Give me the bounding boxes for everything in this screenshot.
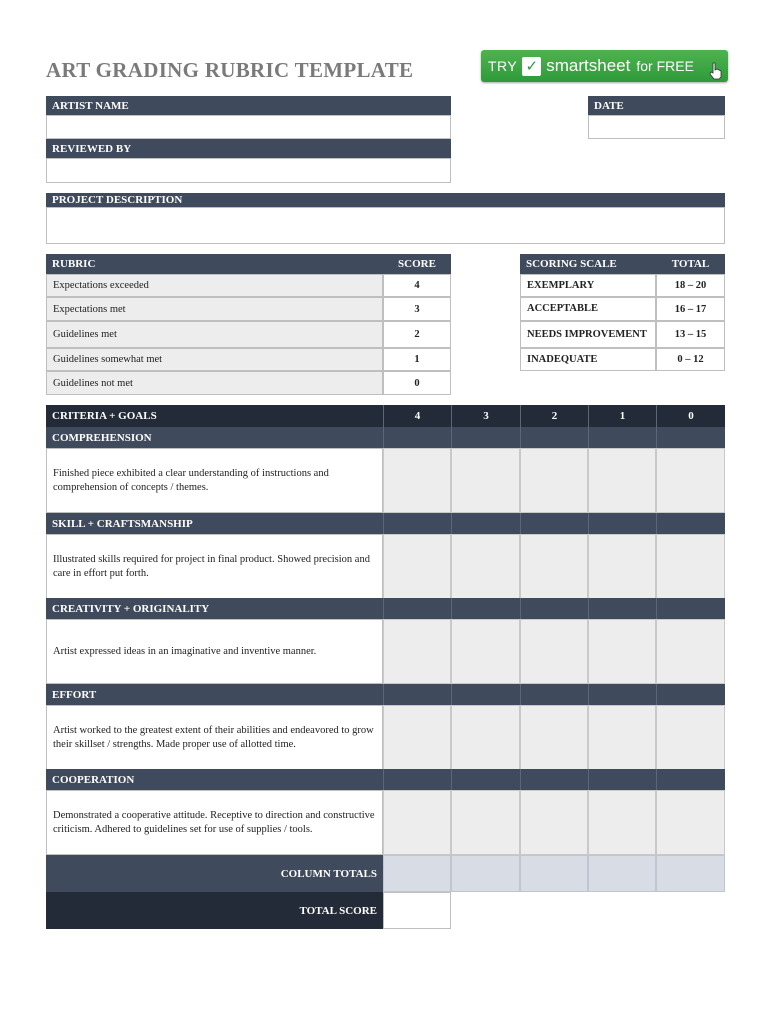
criteria-section-title: COOPERATION <box>46 769 383 790</box>
score-column-3: 3 <box>451 405 520 427</box>
section-header-cell <box>383 513 451 534</box>
score-input-cell[interactable] <box>451 790 520 855</box>
criteria-section-title: COMPREHENSION <box>46 427 383 448</box>
score-column-0: 0 <box>656 405 725 427</box>
column-total-cell <box>383 855 451 892</box>
rubric-row-score: 3 <box>383 297 451 321</box>
cta-brand-label: smartsheet <box>546 56 631 75</box>
scale-row-range: 0 – 12 <box>656 348 725 371</box>
score-input-cell[interactable] <box>383 448 451 513</box>
scale-row-label: ACCEPTABLE <box>520 297 656 321</box>
reviewed-by-field[interactable] <box>46 158 451 183</box>
total-score-label: TOTAL SCORE <box>46 892 383 929</box>
section-header-cell <box>451 769 520 790</box>
score-column-1: 1 <box>588 405 656 427</box>
total-header: TOTAL <box>656 254 725 274</box>
score-input-cell[interactable] <box>588 705 656 770</box>
project-description-field[interactable] <box>46 207 725 244</box>
section-header-cell <box>451 684 520 705</box>
score-input-cell[interactable] <box>656 619 725 684</box>
rubric-row-label: Guidelines met <box>46 321 383 348</box>
section-header-cell <box>383 427 451 448</box>
score-input-cell[interactable] <box>520 448 588 513</box>
rubric-row-score: 2 <box>383 321 451 348</box>
page-title: ART GRADING RUBRIC TEMPLATE <box>46 58 414 82</box>
rubric-row-score: 0 <box>383 371 451 395</box>
section-header-cell <box>520 598 588 619</box>
column-totals-label: COLUMN TOTALS <box>46 855 383 892</box>
score-header: SCORE <box>383 254 451 274</box>
rubric-header: RUBRIC <box>46 254 383 274</box>
section-header-cell <box>656 427 725 448</box>
section-header-cell <box>383 769 451 790</box>
score-input-cell[interactable] <box>451 705 520 770</box>
score-input-cell[interactable] <box>656 790 725 855</box>
section-header-cell <box>520 427 588 448</box>
score-input-cell[interactable] <box>520 705 588 770</box>
cta-free-label: for FREE <box>636 58 694 74</box>
criteria-description: Demonstrated a cooperative attitude. Receptive to direction and constructive criticism. Adhered to guidelines set for use of supplies / tools. <box>46 790 383 855</box>
section-header-cell <box>383 684 451 705</box>
column-total-cell <box>588 855 656 892</box>
score-input-cell[interactable] <box>383 619 451 684</box>
score-input-cell[interactable] <box>656 448 725 513</box>
score-input-cell[interactable] <box>383 705 451 770</box>
score-input-cell[interactable] <box>520 619 588 684</box>
scale-row-label: EXEMPLARY <box>520 274 656 297</box>
scale-row-range: 16 – 17 <box>656 297 725 321</box>
score-input-cell[interactable] <box>383 534 451 599</box>
criteria-description: Artist expressed ideas in an imaginative and inventive manner. <box>46 619 383 684</box>
score-column-2: 2 <box>520 405 588 427</box>
section-header-cell <box>656 684 725 705</box>
scale-row-range: 13 – 15 <box>656 321 725 348</box>
section-header-cell <box>383 598 451 619</box>
score-input-cell[interactable] <box>588 534 656 599</box>
artist-name-field[interactable] <box>46 115 451 139</box>
section-header-cell <box>451 598 520 619</box>
artist-name-header: ARTIST NAME <box>46 96 451 115</box>
section-header-cell <box>588 427 656 448</box>
rubric-row-label: Guidelines somewhat met <box>46 348 383 371</box>
section-header-cell <box>451 513 520 534</box>
checkmark-icon: ✓ <box>522 57 541 76</box>
total-score-field[interactable] <box>383 892 451 929</box>
score-input-cell[interactable] <box>383 790 451 855</box>
score-input-cell[interactable] <box>588 790 656 855</box>
rubric-row-label: Expectations exceeded <box>46 274 383 297</box>
section-header-cell <box>451 427 520 448</box>
column-total-cell <box>451 855 520 892</box>
criteria-section-title: CREATIVITY + ORIGINALITY <box>46 598 383 619</box>
section-header-cell <box>520 513 588 534</box>
rubric-row-label: Expectations met <box>46 297 383 321</box>
section-header-cell <box>656 769 725 790</box>
criteria-section-title: EFFORT <box>46 684 383 705</box>
score-input-cell[interactable] <box>451 534 520 599</box>
scale-row-range: 18 – 20 <box>656 274 725 297</box>
criteria-description: Finished piece exhibited a clear understanding of instructions and comprehension of concepts / themes. <box>46 448 383 513</box>
date-field[interactable] <box>588 115 725 139</box>
section-header-cell <box>588 513 656 534</box>
section-header-cell <box>588 684 656 705</box>
column-total-cell <box>656 855 725 892</box>
score-input-cell[interactable] <box>520 790 588 855</box>
score-input-cell[interactable] <box>588 619 656 684</box>
criteria-description: Illustrated skills required for project in final product. Showed precision and care in effort put forth. <box>46 534 383 599</box>
score-input-cell[interactable] <box>656 534 725 599</box>
score-input-cell[interactable] <box>451 619 520 684</box>
date-header: DATE <box>588 96 725 115</box>
scoring-scale-header: SCORING SCALE <box>520 254 656 274</box>
score-input-cell[interactable] <box>656 705 725 770</box>
reviewed-by-header: REVIEWED BY <box>46 139 451 158</box>
criteria-header: CRITERIA + GOALS <box>46 405 383 427</box>
hand-cursor-icon <box>709 62 722 80</box>
section-header-cell <box>656 598 725 619</box>
score-input-cell[interactable] <box>451 448 520 513</box>
scale-row-label: NEEDS IMPROVEMENT <box>520 321 656 348</box>
criteria-description: Artist worked to the greatest extent of their abilities and endeavored to grow their skillset / strengths. Made proper use of allotted time. <box>46 705 383 770</box>
score-input-cell[interactable] <box>520 534 588 599</box>
rubric-row-score: 4 <box>383 274 451 297</box>
column-total-cell <box>520 855 588 892</box>
cta-try-label: TRY <box>488 58 518 74</box>
score-column-4: 4 <box>383 405 451 427</box>
section-header-cell <box>656 513 725 534</box>
section-header-cell <box>588 769 656 790</box>
section-header-cell <box>588 598 656 619</box>
rubric-row-score: 1 <box>383 348 451 371</box>
try-smartsheet-button[interactable] <box>481 50 728 82</box>
section-header-cell <box>520 769 588 790</box>
project-description-header: PROJECT DESCRIPTION <box>46 193 725 207</box>
section-header-cell <box>520 684 588 705</box>
scale-row-label: INADEQUATE <box>520 348 656 371</box>
criteria-section-title: SKILL + CRAFTSMANSHIP <box>46 513 383 534</box>
score-input-cell[interactable] <box>588 448 656 513</box>
rubric-row-label: Guidelines not met <box>46 371 383 395</box>
